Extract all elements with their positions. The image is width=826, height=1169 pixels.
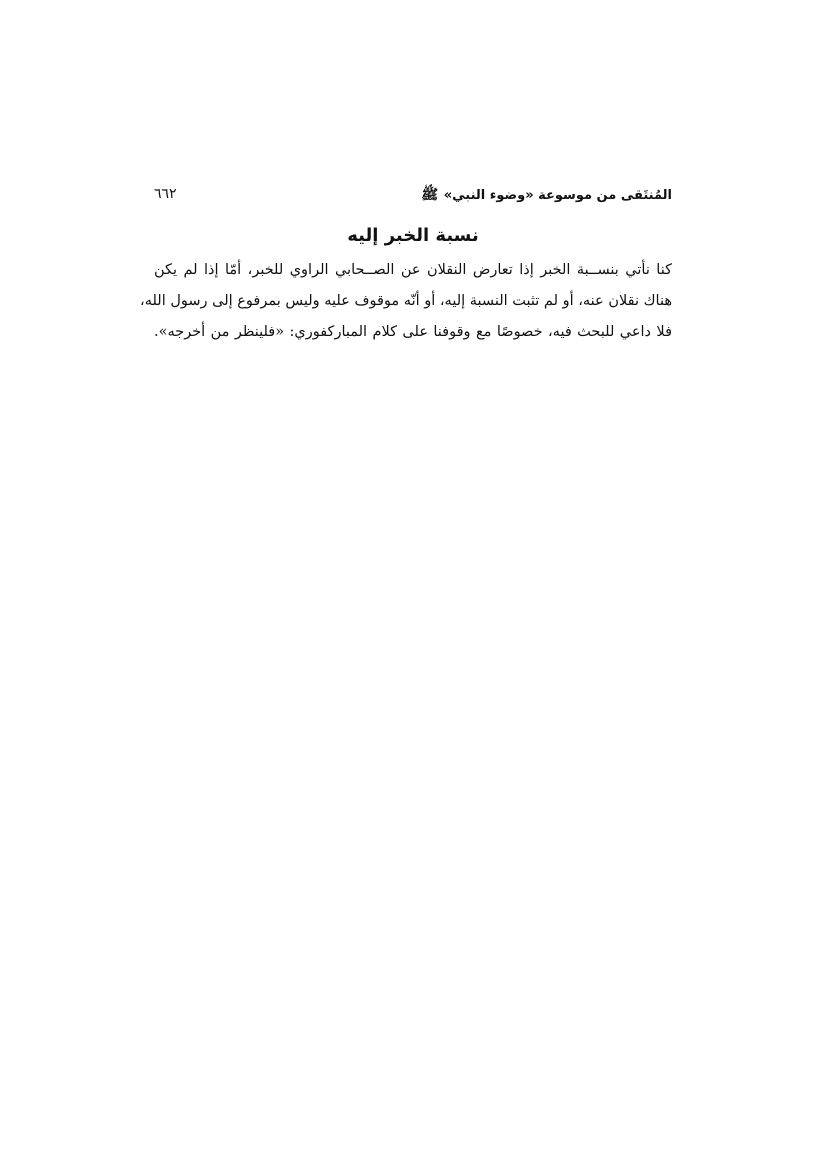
paragraph-line: فلا داعي للبحث فيه، خصوصًا مع وقوفنا على كلام المباركفوري: «فلينظر من أخرجه». [154, 324, 672, 340]
paragraph-line: كنا نأتي بنســبة الخبر إذا تعارض النقلان عن الصــحابي الراوي للخبر، أمّا إذا لم يكن [154, 262, 672, 278]
running-header-title [416, 186, 672, 204]
paragraph-line: هناك نقلان عنه، أو لم تثبت النسبة إليه، أو أنّه موقوف عليه وليس بمرفوع إلى رسول الله، [140, 293, 672, 309]
section-heading: نسبة الخبر إليه [347, 225, 479, 246]
body-paragraph [140, 255, 672, 348]
book-title: المُنتَقى من موسوعة «وضوء النبي» [443, 187, 672, 203]
running-header [154, 184, 672, 210]
page-number: ٦٦٢ [154, 186, 177, 202]
salawat-icon: ﷺ [421, 187, 439, 203]
